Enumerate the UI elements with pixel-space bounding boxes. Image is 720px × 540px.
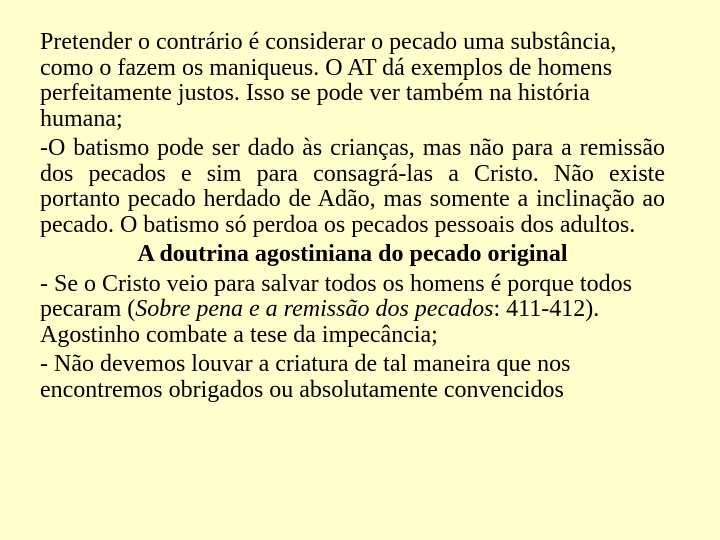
paragraph-cristo-salvar bbox=[40, 272, 665, 349]
paragraph-louvar-criatura: - Não devemos louvar a criatura de tal maneira que nos encontremos obrigados ou absolutamente convencidos bbox=[40, 351, 571, 403]
slide-text-body bbox=[40, 30, 665, 407]
paragraph-batismo-criancas: -O batismo pode ser dado às crianças, mas não para a remissão dos pecados e sim para consagrá-las a Cristo. Não existe portanto pecado herdado de Adão, mas somente a inclinação ao pecado. O batismo só perdoa os pecados pessoais dos adultos. bbox=[40, 135, 665, 238]
paragraph-cristo-salvar-end: : 411-412). Agostinho combate a tese da impecância; bbox=[40, 296, 600, 348]
section-heading: A doutrina agostiniana do pecado original bbox=[137, 241, 568, 267]
paragraph-maniqueus: Pretender o contrário é considerar o pecado uma substância, como o fazem os maniqueus. O AT dá exemplos de homens perfeitamente justos. Isso se pode ver também na história humana; bbox=[40, 29, 617, 132]
paragraph-cristo-salvar-start: - Se o Cristo veio para salvar todos os homens é porque todos pecaram ( bbox=[40, 270, 632, 322]
book-title-reference: Sobre pena e a remissão dos pecados bbox=[135, 296, 494, 322]
